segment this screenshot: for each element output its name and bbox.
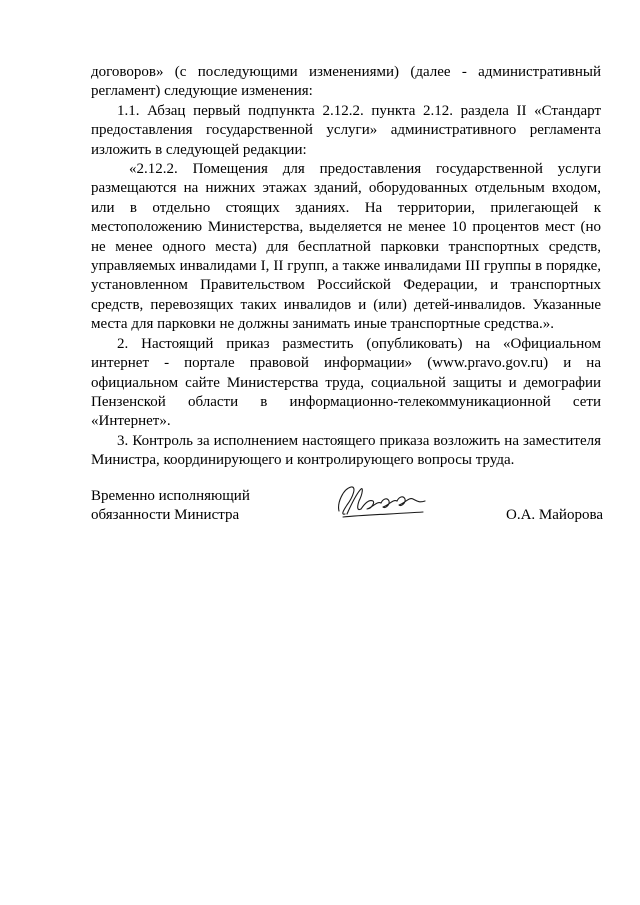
paragraph-item-2: 2. Настоящий приказ разместить (опубликовать) на «Официальном интернет - портале правовой информации» (www.pravo.gov.ru) и на официальном сайте Министерства труда, социальной защиты и демографии Пензенской области в информационно-телекоммуникационной сети «Интернет».: [91, 335, 601, 430]
signature-block: [91, 487, 603, 535]
signatory-title: [91, 487, 250, 526]
signatory-title-line-1: Временно исполняющий: [91, 488, 250, 504]
paragraph-item-3: 3. Контроль за исполнением настоящего приказа возложить на заместителя Министра, координирующего и контролирующего вопросы труда.: [91, 432, 601, 469]
handwritten-signature-icon: [333, 481, 429, 521]
signatory-name: О.А. Майорова: [506, 507, 603, 523]
paragraph-intro: договоров» (с последующими изменениями) (далее - административный регламент) следующие изменения:: [91, 64, 601, 100]
paragraph-quoted-text: «2.12.2. Помещения для предоставления государственной услуги размещаются на нижних этажах зданий, оборудованных отдельным входом, или в отдельно стоящих зданиях. На территории, прилегающей к местоположению Министерства, выделяется не менее 10 процентов мест (но не менее одного места) для бесплатной парковки транспортных средств, управляемых инвалидами I, II групп, а также инвалидами III группы в порядке, установленном Правительством Российской Федерации, и транспортных средств, перевозящих таких инвалидов и (или) детей-инвалидов. Указанные места для парковки не должны занимать иные транспортные средства.».: [91, 161, 601, 333]
paragraph-item-1-1: 1.1. Абзац первый подпункта 2.12.2. пункта 2.12. раздела II «Стандарт предоставления государственной услуги» административного регламента изложить в следующей редакции:: [91, 102, 601, 158]
document-body: [91, 63, 601, 471]
signatory-title-line-2: обязанности Министра: [91, 507, 240, 524]
